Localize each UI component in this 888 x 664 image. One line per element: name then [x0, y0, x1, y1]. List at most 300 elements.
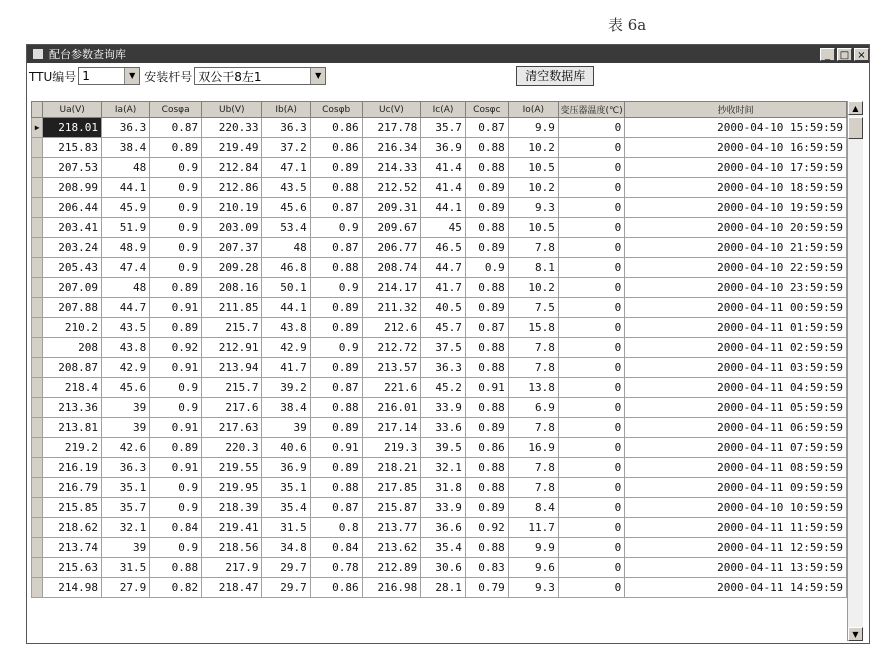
table-row[interactable] [32, 478, 847, 498]
table-row[interactable] [32, 538, 847, 558]
column-header[interactable]: 变压器温度(℃) [558, 102, 624, 118]
table-cell[interactable]: 0 [558, 358, 624, 378]
table-cell[interactable]: 221.6 [362, 378, 421, 398]
row-indicator[interactable] [32, 138, 43, 158]
table-cell[interactable]: 218.56 [202, 538, 262, 558]
table-cell[interactable]: 0.89 [465, 238, 508, 258]
table-cell[interactable]: 0.78 [310, 558, 362, 578]
table-cell[interactable]: 220.3 [202, 438, 262, 458]
table-cell[interactable]: 2000-04-10 20:59:59 [625, 218, 847, 238]
table-cell[interactable]: 42.9 [262, 338, 310, 358]
row-indicator[interactable] [32, 398, 43, 418]
table-cell[interactable]: 8.4 [508, 498, 558, 518]
table-cell[interactable]: 42.9 [101, 358, 149, 378]
table-cell[interactable]: 36.9 [262, 458, 310, 478]
table-cell[interactable]: 0.9 [150, 538, 202, 558]
table-cell[interactable]: 0.89 [150, 438, 202, 458]
table-cell[interactable]: 0.88 [310, 398, 362, 418]
table-cell[interactable]: 43.8 [262, 318, 310, 338]
table-cell[interactable]: 208 [43, 338, 102, 358]
table-row[interactable] [32, 438, 847, 458]
table-cell[interactable]: 0.87 [465, 318, 508, 338]
table-cell[interactable]: 9.9 [508, 538, 558, 558]
table-cell[interactable]: 0.89 [465, 178, 508, 198]
column-header[interactable]: Uc(V) [362, 102, 421, 118]
table-cell[interactable]: 7.8 [508, 238, 558, 258]
table-cell[interactable]: 45.7 [421, 318, 466, 338]
table-cell[interactable]: 2000-04-10 19:59:59 [625, 198, 847, 218]
table-cell[interactable]: 0.86 [310, 578, 362, 598]
table-cell[interactable]: 0.88 [465, 338, 508, 358]
table-cell[interactable]: 217.6 [202, 398, 262, 418]
table-cell[interactable]: 215.63 [43, 558, 102, 578]
table-cell[interactable]: 2000-04-10 17:59:59 [625, 158, 847, 178]
table-cell[interactable]: 33.9 [421, 398, 466, 418]
table-cell[interactable]: 2000-04-11 00:59:59 [625, 298, 847, 318]
table-cell[interactable]: 38.4 [101, 138, 149, 158]
table-cell[interactable]: 0.91 [465, 378, 508, 398]
table-cell[interactable]: 2000-04-11 11:59:59 [625, 518, 847, 538]
table-cell[interactable]: 10.2 [508, 278, 558, 298]
table-cell[interactable]: 0.89 [150, 318, 202, 338]
table-cell[interactable]: 0.91 [150, 418, 202, 438]
table-cell[interactable]: 28.1 [421, 578, 466, 598]
table-cell[interactable]: 213.77 [362, 518, 421, 538]
table-cell[interactable]: 9.9 [508, 118, 558, 138]
table-cell[interactable]: 0 [558, 218, 624, 238]
table-cell[interactable]: 0.87 [310, 498, 362, 518]
table-cell[interactable]: 216.98 [362, 578, 421, 598]
table-cell[interactable]: 45 [421, 218, 466, 238]
table-cell[interactable]: 0.9 [310, 218, 362, 238]
scroll-thumb[interactable] [848, 117, 863, 139]
table-cell[interactable]: 2000-04-11 12:59:59 [625, 538, 847, 558]
table-row[interactable] [32, 278, 847, 298]
table-cell[interactable]: 2000-04-11 13:59:59 [625, 558, 847, 578]
table-row[interactable] [32, 238, 847, 258]
table-cell[interactable]: 0.9 [465, 258, 508, 278]
table-cell[interactable]: 215.83 [43, 138, 102, 158]
column-header[interactable]: Ua(V) [43, 102, 102, 118]
row-indicator[interactable] [32, 178, 43, 198]
table-cell[interactable]: 0 [558, 158, 624, 178]
table-cell[interactable]: 0.83 [465, 558, 508, 578]
table-row[interactable] [32, 218, 847, 238]
table-cell[interactable]: 0.9 [150, 478, 202, 498]
table-cell[interactable]: 0 [558, 558, 624, 578]
table-cell[interactable]: 39 [101, 398, 149, 418]
table-cell[interactable]: 7.8 [508, 478, 558, 498]
table-cell[interactable]: 2000-04-11 01:59:59 [625, 318, 847, 338]
table-row[interactable] [32, 198, 847, 218]
table-cell[interactable]: 0 [558, 518, 624, 538]
table-cell[interactable]: 35.4 [262, 498, 310, 518]
table-cell[interactable]: 0.87 [310, 238, 362, 258]
table-cell[interactable]: 207.09 [43, 278, 102, 298]
row-indicator[interactable] [32, 558, 43, 578]
table-cell[interactable]: 41.4 [421, 158, 466, 178]
table-cell[interactable]: 7.8 [508, 418, 558, 438]
table-cell[interactable]: 0 [558, 238, 624, 258]
table-cell[interactable]: 0 [558, 438, 624, 458]
table-cell[interactable]: 33.9 [421, 498, 466, 518]
table-cell[interactable]: 0.9 [150, 238, 202, 258]
table-cell[interactable]: 0.82 [150, 578, 202, 598]
table-cell[interactable]: 219.3 [362, 438, 421, 458]
table-cell[interactable]: 36.3 [101, 458, 149, 478]
ttu-select[interactable] [78, 67, 140, 85]
table-cell[interactable]: 0.89 [150, 278, 202, 298]
table-cell[interactable]: 0.87 [310, 198, 362, 218]
table-cell[interactable]: 209.28 [202, 258, 262, 278]
table-cell[interactable]: 214.33 [362, 158, 421, 178]
table-cell[interactable]: 2000-04-10 23:59:59 [625, 278, 847, 298]
table-cell[interactable]: 0.86 [310, 118, 362, 138]
row-indicator[interactable] [32, 518, 43, 538]
table-cell[interactable]: 27.9 [101, 578, 149, 598]
table-cell[interactable]: 13.8 [508, 378, 558, 398]
table-cell[interactable]: 33.6 [421, 418, 466, 438]
table-cell[interactable]: 46.8 [262, 258, 310, 278]
table-cell[interactable]: 0.89 [310, 418, 362, 438]
table-cell[interactable]: 215.85 [43, 498, 102, 518]
table-cell[interactable]: 219.55 [202, 458, 262, 478]
table-cell[interactable]: 0.88 [465, 218, 508, 238]
chevron-down-icon[interactable]: ▼ [310, 68, 325, 84]
table-cell[interactable]: 0 [558, 478, 624, 498]
table-cell[interactable]: 211.85 [202, 298, 262, 318]
table-cell[interactable]: 212.89 [362, 558, 421, 578]
table-cell[interactable]: 0.92 [150, 338, 202, 358]
table-row[interactable] [32, 358, 847, 378]
row-indicator[interactable] [32, 358, 43, 378]
row-indicator[interactable] [32, 458, 43, 478]
table-cell[interactable]: 44.7 [421, 258, 466, 278]
table-cell[interactable]: 218.62 [43, 518, 102, 538]
table-cell[interactable]: 45.9 [101, 198, 149, 218]
table-cell[interactable]: 16.9 [508, 438, 558, 458]
table-cell[interactable]: 219.41 [202, 518, 262, 538]
table-cell[interactable]: 0 [558, 278, 624, 298]
table-cell[interactable]: 0.9 [150, 198, 202, 218]
row-indicator[interactable] [32, 498, 43, 518]
table-cell[interactable]: 32.1 [101, 518, 149, 538]
table-cell[interactable]: 203.09 [202, 218, 262, 238]
table-cell[interactable]: 214.98 [43, 578, 102, 598]
row-pointer-icon[interactable]: ▶ [32, 118, 43, 138]
table-cell[interactable]: 215.7 [202, 318, 262, 338]
table-row[interactable] [32, 398, 847, 418]
table-cell[interactable]: 15.8 [508, 318, 558, 338]
table-cell[interactable]: 0 [558, 398, 624, 418]
table-cell[interactable]: 48 [262, 238, 310, 258]
table-cell[interactable]: 0 [558, 338, 624, 358]
column-header[interactable]: Ia(A) [101, 102, 149, 118]
row-indicator[interactable] [32, 278, 43, 298]
table-cell[interactable]: 43.8 [101, 338, 149, 358]
table-cell[interactable]: 9.3 [508, 578, 558, 598]
table-cell[interactable]: 212.86 [202, 178, 262, 198]
pole-select[interactable] [194, 67, 326, 85]
table-cell[interactable]: 0.89 [465, 198, 508, 218]
table-cell[interactable]: 213.57 [362, 358, 421, 378]
table-cell[interactable]: 2000-04-11 07:59:59 [625, 438, 847, 458]
table-cell[interactable]: 208.99 [43, 178, 102, 198]
table-cell[interactable]: 42.6 [101, 438, 149, 458]
table-cell[interactable]: 39 [262, 418, 310, 438]
table-cell[interactable]: 10.5 [508, 218, 558, 238]
table-cell[interactable]: 203.41 [43, 218, 102, 238]
table-cell[interactable]: 43.5 [262, 178, 310, 198]
table-cell[interactable]: 29.7 [262, 578, 310, 598]
table-cell[interactable]: 0.89 [465, 298, 508, 318]
table-cell[interactable]: 0 [558, 118, 624, 138]
table-cell[interactable]: 220.33 [202, 118, 262, 138]
table-cell[interactable]: 44.1 [101, 178, 149, 198]
table-cell[interactable]: 36.9 [421, 138, 466, 158]
table-cell[interactable]: 0 [558, 138, 624, 158]
table-cell[interactable]: 44.7 [101, 298, 149, 318]
table-cell[interactable]: 0.88 [150, 558, 202, 578]
table-cell[interactable]: 0.9 [150, 218, 202, 238]
table-cell[interactable]: 212.52 [362, 178, 421, 198]
table-cell[interactable]: 207.88 [43, 298, 102, 318]
table-row[interactable] [32, 118, 847, 138]
maximize-button[interactable]: □ [837, 48, 852, 61]
table-cell[interactable]: 0.84 [310, 538, 362, 558]
table-cell[interactable]: 31.5 [101, 558, 149, 578]
table-cell[interactable]: 41.7 [421, 278, 466, 298]
table-cell[interactable]: 41.7 [262, 358, 310, 378]
table-cell[interactable]: 0.9 [150, 178, 202, 198]
table-cell[interactable]: 36.3 [421, 358, 466, 378]
table-cell[interactable]: 214.17 [362, 278, 421, 298]
table-cell[interactable]: 53.4 [262, 218, 310, 238]
table-cell[interactable]: 216.79 [43, 478, 102, 498]
table-cell[interactable]: 207.37 [202, 238, 262, 258]
table-cell[interactable]: 29.7 [262, 558, 310, 578]
table-cell[interactable]: 212.84 [202, 158, 262, 178]
scroll-down-icon[interactable]: ▼ [848, 627, 863, 641]
table-cell[interactable]: 0 [558, 418, 624, 438]
table-cell[interactable]: 7.5 [508, 298, 558, 318]
table-cell[interactable]: 2000-04-11 08:59:59 [625, 458, 847, 478]
table-cell[interactable]: 0.91 [150, 458, 202, 478]
table-cell[interactable]: 210.19 [202, 198, 262, 218]
table-row[interactable] [32, 578, 847, 598]
column-header[interactable]: Ub(V) [202, 102, 262, 118]
table-cell[interactable]: 0.88 [465, 478, 508, 498]
table-cell[interactable]: 0.8 [310, 518, 362, 538]
table-cell[interactable]: 0 [558, 458, 624, 478]
table-cell[interactable]: 0.88 [465, 538, 508, 558]
table-cell[interactable]: 0.87 [465, 118, 508, 138]
table-cell[interactable]: 45.2 [421, 378, 466, 398]
column-header[interactable]: Io(A) [508, 102, 558, 118]
row-indicator[interactable] [32, 318, 43, 338]
table-cell[interactable]: 6.9 [508, 398, 558, 418]
column-header[interactable]: 抄收时间 [625, 102, 847, 118]
table-cell[interactable]: 217.14 [362, 418, 421, 438]
table-cell[interactable]: 209.31 [362, 198, 421, 218]
table-cell[interactable]: 0.88 [465, 398, 508, 418]
table-cell[interactable]: 0.9 [150, 158, 202, 178]
table-cell[interactable]: 0.89 [150, 138, 202, 158]
table-cell[interactable]: 213.81 [43, 418, 102, 438]
table-cell[interactable]: 216.34 [362, 138, 421, 158]
table-row[interactable] [32, 378, 847, 398]
table-cell[interactable]: 39.2 [262, 378, 310, 398]
table-cell[interactable]: 0.84 [150, 518, 202, 538]
chevron-down-icon[interactable]: ▼ [124, 68, 139, 84]
table-cell[interactable]: 45.6 [101, 378, 149, 398]
table-cell[interactable]: 203.24 [43, 238, 102, 258]
column-header[interactable]: Cosφa [150, 102, 202, 118]
table-cell[interactable]: 0.9 [150, 398, 202, 418]
table-cell[interactable]: 0.88 [465, 158, 508, 178]
data-grid[interactable] [31, 101, 847, 641]
table-cell[interactable]: 207.53 [43, 158, 102, 178]
row-indicator[interactable] [32, 218, 43, 238]
table-cell[interactable]: 208.16 [202, 278, 262, 298]
table-row[interactable] [32, 258, 847, 278]
table-cell[interactable]: 0 [558, 578, 624, 598]
table-cell[interactable]: 37.5 [421, 338, 466, 358]
table-cell[interactable]: 31.8 [421, 478, 466, 498]
table-row[interactable] [32, 338, 847, 358]
table-cell[interactable]: 2000-04-10 22:59:59 [625, 258, 847, 278]
vertical-scrollbar[interactable] [847, 101, 863, 641]
table-cell[interactable]: 0.9 [150, 378, 202, 398]
table-cell[interactable]: 43.5 [101, 318, 149, 338]
table-cell[interactable]: 0.91 [150, 298, 202, 318]
table-cell[interactable]: 31.5 [262, 518, 310, 538]
table-cell[interactable]: 9.3 [508, 198, 558, 218]
table-cell[interactable]: 7.8 [508, 338, 558, 358]
table-cell[interactable]: 216.01 [362, 398, 421, 418]
table-cell[interactable]: 35.1 [101, 478, 149, 498]
table-cell[interactable]: 218.01 [43, 118, 102, 138]
table-cell[interactable]: 48 [101, 278, 149, 298]
table-cell[interactable]: 217.78 [362, 118, 421, 138]
table-cell[interactable]: 2000-04-11 06:59:59 [625, 418, 847, 438]
table-cell[interactable]: 0.9 [310, 338, 362, 358]
table-cell[interactable]: 215.87 [362, 498, 421, 518]
table-cell[interactable]: 216.19 [43, 458, 102, 478]
table-cell[interactable]: 217.9 [202, 558, 262, 578]
table-cell[interactable]: 44.1 [421, 198, 466, 218]
row-indicator[interactable] [32, 158, 43, 178]
table-cell[interactable]: 0.88 [310, 258, 362, 278]
row-indicator[interactable] [32, 418, 43, 438]
table-cell[interactable]: 10.2 [508, 138, 558, 158]
table-cell[interactable]: 2000-04-11 03:59:59 [625, 358, 847, 378]
table-cell[interactable]: 0.88 [465, 138, 508, 158]
table-cell[interactable]: 0.89 [310, 298, 362, 318]
table-cell[interactable]: 48 [101, 158, 149, 178]
table-cell[interactable]: 47.1 [262, 158, 310, 178]
table-cell[interactable]: 0.86 [310, 138, 362, 158]
table-cell[interactable]: 0 [558, 498, 624, 518]
row-indicator[interactable] [32, 538, 43, 558]
table-cell[interactable]: 39.5 [421, 438, 466, 458]
table-cell[interactable]: 11.7 [508, 518, 558, 538]
table-row[interactable] [32, 558, 847, 578]
table-cell[interactable]: 0.88 [465, 278, 508, 298]
table-cell[interactable]: 35.4 [421, 538, 466, 558]
table-cell[interactable]: 0 [558, 198, 624, 218]
table-cell[interactable]: 0 [558, 538, 624, 558]
table-row[interactable] [32, 498, 847, 518]
table-cell[interactable]: 2000-04-10 15:59:59 [625, 118, 847, 138]
scroll-up-icon[interactable]: ▲ [848, 101, 863, 115]
table-cell[interactable]: 50.1 [262, 278, 310, 298]
table-cell[interactable]: 218.47 [202, 578, 262, 598]
table-cell[interactable]: 217.85 [362, 478, 421, 498]
table-cell[interactable]: 217.63 [202, 418, 262, 438]
table-cell[interactable]: 35.1 [262, 478, 310, 498]
table-cell[interactable]: 2000-04-11 05:59:59 [625, 398, 847, 418]
table-cell[interactable]: 40.6 [262, 438, 310, 458]
table-row[interactable] [32, 418, 847, 438]
table-cell[interactable]: 34.8 [262, 538, 310, 558]
table-cell[interactable]: 0 [558, 298, 624, 318]
table-cell[interactable]: 0.79 [465, 578, 508, 598]
table-cell[interactable]: 213.74 [43, 538, 102, 558]
table-cell[interactable]: 0.9 [310, 278, 362, 298]
table-cell[interactable]: 0.88 [465, 358, 508, 378]
table-cell[interactable]: 218.4 [43, 378, 102, 398]
table-cell[interactable]: 0.86 [465, 438, 508, 458]
table-cell[interactable]: 36.3 [101, 118, 149, 138]
table-cell[interactable]: 32.1 [421, 458, 466, 478]
table-row[interactable] [32, 518, 847, 538]
table-cell[interactable]: 211.32 [362, 298, 421, 318]
table-cell[interactable]: 0.87 [310, 378, 362, 398]
row-indicator[interactable] [32, 478, 43, 498]
row-indicator[interactable] [32, 238, 43, 258]
table-cell[interactable]: 208.74 [362, 258, 421, 278]
table-row[interactable] [32, 138, 847, 158]
table-cell[interactable]: 47.4 [101, 258, 149, 278]
table-cell[interactable]: 0.89 [465, 498, 508, 518]
table-cell[interactable]: 219.95 [202, 478, 262, 498]
table-cell[interactable]: 0.88 [310, 478, 362, 498]
table-cell[interactable]: 45.6 [262, 198, 310, 218]
row-indicator[interactable] [32, 258, 43, 278]
table-cell[interactable]: 37.2 [262, 138, 310, 158]
clear-database-button[interactable]: 清空数据库 [516, 66, 594, 86]
table-cell[interactable]: 0.92 [465, 518, 508, 538]
table-cell[interactable]: 212.72 [362, 338, 421, 358]
table-cell[interactable]: 36.3 [262, 118, 310, 138]
table-cell[interactable]: 219.2 [43, 438, 102, 458]
table-cell[interactable]: 35.7 [421, 118, 466, 138]
table-cell[interactable]: 10.2 [508, 178, 558, 198]
table-cell[interactable]: 10.5 [508, 158, 558, 178]
table-cell[interactable]: 0.91 [310, 438, 362, 458]
table-cell[interactable]: 0.89 [310, 358, 362, 378]
table-cell[interactable]: 7.8 [508, 458, 558, 478]
table-cell[interactable]: 35.7 [101, 498, 149, 518]
table-cell[interactable]: 0.89 [465, 418, 508, 438]
table-cell[interactable]: 44.1 [262, 298, 310, 318]
table-cell[interactable]: 2000-04-11 14:59:59 [625, 578, 847, 598]
column-header[interactable]: Ic(A) [421, 102, 466, 118]
table-cell[interactable]: 213.36 [43, 398, 102, 418]
close-button[interactable]: × [854, 48, 869, 61]
table-cell[interactable]: 2000-04-10 10:59:59 [625, 498, 847, 518]
